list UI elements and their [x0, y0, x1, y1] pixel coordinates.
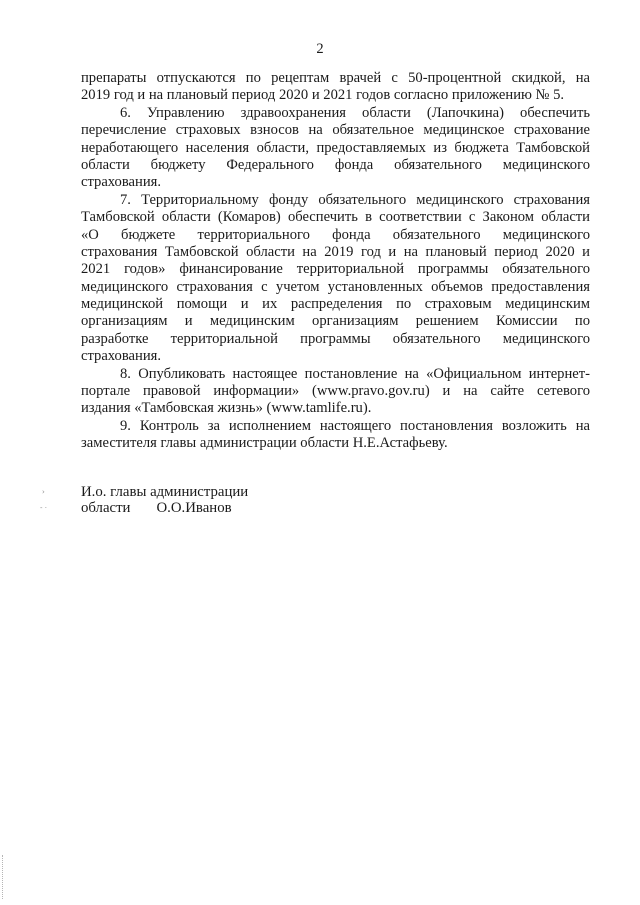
signatory-position: И.о. главы администрации — [81, 484, 249, 500]
text-line: страхования. — [81, 348, 162, 365]
text-line: страхования Тамбовской области на 2019 год и на плановый период 2020 и — [81, 243, 590, 260]
signature-block — [81, 484, 248, 516]
text-line: 8. Опубликовать настоящее постановление на «Официальном интернет- — [120, 365, 590, 382]
signatory-line — [81, 500, 248, 516]
text-line: разработке территориальной программы обязательного медицинского — [81, 330, 590, 347]
text-line: портале правовой информации» (www.pravo.gov.ru) и на сайте сетевого — [81, 383, 590, 400]
text-line: препараты отпускаются по рецептам врачей с 50-процентной скидкой, на — [81, 70, 590, 86]
text-line: 6. Управлению здравоохранения области (Лапочкина) обеспечить — [120, 104, 590, 121]
text-line: области бюджету Федерального фонда обязательного медицинского — [81, 156, 590, 173]
text-line: организациям и медицинским организациям решением Комиссии по — [81, 313, 590, 330]
scan-artifact-mark: › — [42, 488, 45, 496]
signatory-name: О.О.Иванов — [156, 500, 232, 516]
text-line: Тамбовской области (Комаров) обеспечить в соответствии с Законом области — [81, 209, 590, 226]
signatory-region: области — [81, 500, 131, 516]
text-line: медицинского страхования с учетом установленных объемов предоставления — [81, 278, 590, 295]
text-line: неработающего населения области, предоставляемых из бюджета Тамбовской — [81, 139, 590, 156]
text-line: издания «Тамбовская жизнь» (www.tamlife.ru). — [81, 400, 372, 417]
text-line: заместителя главы администрации области Н.Е.Астафьеву. — [81, 435, 448, 452]
text-line: 2019 год и на плановый период 2020 и 2021 годов согласно приложению № 5. — [81, 87, 565, 104]
scan-artifact-mark: - · — [40, 504, 47, 512]
text-line: 9. Контроль за исполнением настоящего постановления возложить на — [120, 417, 590, 434]
text-line: перечисление страховых взносов на обязательное медицинское страхование — [81, 122, 590, 139]
text-line: «О бюджете территориального фонда обязательного медицинского — [81, 226, 590, 243]
scan-edge-dots — [2, 855, 5, 899]
text-line: 2021 годов» финансирование территориальной программы обязательного — [81, 261, 590, 278]
resolution-body — [81, 70, 590, 453]
text-line: медицинской помощи и их распределения по страховым медицинским — [81, 296, 590, 313]
text-line: 7. Территориальному фонду обязательного медицинского страхования — [120, 191, 590, 208]
page-number: 2 — [316, 41, 324, 57]
text-line: страхования. — [81, 174, 162, 191]
